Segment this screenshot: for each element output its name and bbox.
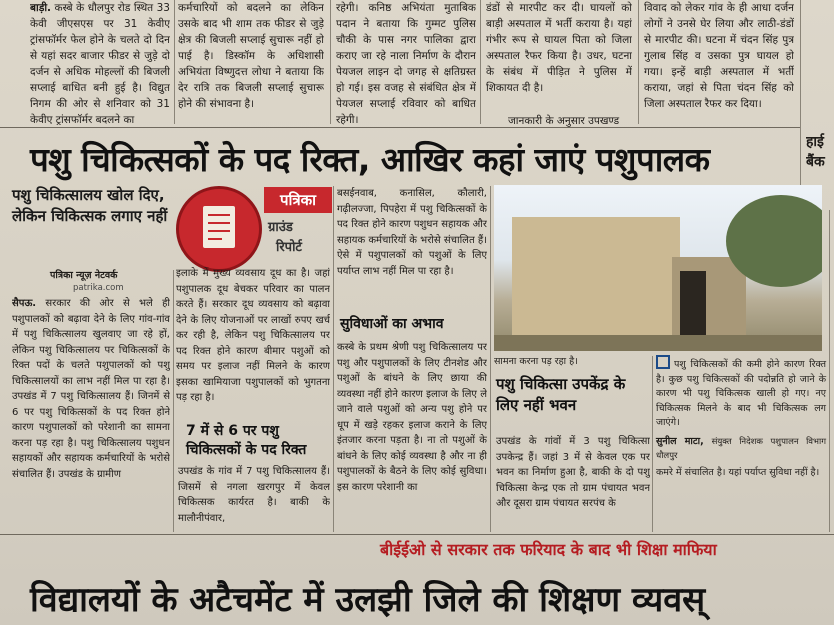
article-col-4-text: उपखंड के गांवों में 3 पशु चिकित्सा उपकेन्द्र हैं। जहां 3 में से केवल एक पर भवन का निर्माण हुआ है, बाकी के दो पशु चिकित्सा केन्द्र एक तो ग्राम पंचायत भवन और दूसरा ग्राम पंचायत सरपंच के	[496, 436, 650, 509]
top-article-col-1	[30, 0, 170, 125]
top-col-4-tail: जानकारी के अनुसार उपखण्ड	[508, 115, 620, 127]
section-divider	[0, 534, 834, 535]
top-article-col-2	[178, 0, 324, 125]
statement-text: पशु चिकित्सकों की कमी होने कारण रिक्त है। कुछ पशु चिकित्सकों की पदोन्नति हो जाने के कारण भी पशु चिकित्सक खाली हो गए। नए चिकित्सक मिलने के बाद भी चिकित्सक लग जाएंगे।	[656, 359, 826, 428]
document-icon	[203, 206, 235, 248]
quote-marker-icon	[656, 355, 670, 369]
photo-door	[680, 271, 706, 335]
article-col-1-text: सरकार की ओर से भले ही पशुपालकों को बढ़ावा देने के लिए गांव-गांव में पशु चिकित्सालय खुलवाए जा रहे हों, लेकिन पशु चिकित्सालय पर चिकित्सकों के रिक्त पदों के चलते पशुपालकों को पशु चिकित्सालयों का लाभ नहीं मिल पा रहा है। उपखंड में 7 पशु चिकित्सालय हैं। जिनमें से 6 पर पशु चिकित्सकों के पद रिक्त होने कारण पशुपालकों को परेशानी का सामना करना पड़ रहा है। पशु चिकित्सालय पशुधन सहायकों और सहायक कर्मचारियों के भरोसे संचालित हैं। उपखंड के ग्रामीण	[12, 298, 170, 480]
badge-brand: पत्रिका	[264, 187, 332, 213]
top-col-1-text: कस्बे के धौलपुर रोड स्थित 33 केवी जीएसएस पर 31 केवीए ट्रांसफॉर्मर फेल होने के चलते दो दिन से यहां सदर बाजार फीडर से जुड़े दो दर्जन से अधिक मोहल्लों की बिजली सप्लाई बाधित बनी हुई है। विद्युत निगम की ओर से शनिवार को 31 केवीए ट्रांसफॉर्मर बदलने का	[30, 2, 170, 125]
col-3-subhead: सुविधाओं का अभाव	[340, 316, 444, 332]
column-divider	[480, 0, 481, 124]
column-divider	[330, 0, 331, 124]
article-col-3	[337, 186, 487, 310]
top-article-col-4	[486, 0, 632, 106]
column-divider	[333, 186, 334, 532]
top-article-col-5	[644, 0, 794, 125]
report-circle-icon	[176, 186, 262, 272]
article-col-1	[12, 296, 170, 532]
photo-building	[512, 217, 680, 335]
article-col-4	[496, 434, 650, 532]
top-col-2-text: कर्मचारियों को बदलने का लेकिन उसके बाद भी शाम तक फीडर से जुड़े क्षेत्र की बिजली सप्लाई सुचारू नहीं हो पाई है। डिस्कॉम के अधिशासी अभियंता विष्णुदत्त लोधा ने बताया कि देर रात्रि तक बिजली सप्लाई सुचारू होने की संभावना है।	[178, 2, 324, 110]
column-divider	[638, 0, 639, 124]
top-col-3-text: रहेगी। कनिष्ठ अभियंता मुताबिक पदान ने बताया कि गुम्मट पुलिस चौकी के पास नगर पालिका द्वारा कराए जा रहे नाला निर्माण के दौरान पेयजल लाइन दो जगह से क्षतिग्रस्त हो गई। इस वजह से संबंधित क्षेत्र में पेयजल सप्लाई रविवार को बाधित रहेगी।	[336, 2, 476, 125]
col-2-subhead: 7 में से 6 पर पशु चिकित्सकों के पद रिक्त	[186, 423, 307, 458]
article-col-2-tail-text: उपखंड के गांव में 7 पशु चिकित्सालय हैं। जिसमें से नगला खरगपुर में केवल चिकित्सक कार्यरत है। बाकी के मालौनीपंवार,	[178, 466, 330, 524]
statement-author: सुनील माटा,	[656, 435, 704, 447]
top-col-4-text: डंडों से मारपीट कर दी। घायलों को बाड़ी अस्पताल में भर्ती कराया है। यहां गंभीर रूप से घायल पिता को जिला अस्पताल रैफर किया है। उधर, घटना के संबंध में पीड़ित ने पुलिस में शिकायत दी है।	[486, 2, 632, 94]
badge-line-2: रिपोर्ट	[276, 240, 302, 255]
right-edge-fragment: हाई बैंक	[806, 134, 825, 170]
article-col-3-text: बसईनवाब, कनासिल, कौलारी, गढ़ीलज्जा, पिपहेरा में पशु चिकित्सकों के पद रिक्त होने कारण पशुधन सहायक और सहायक कर्मचारियों के भरोसे संचालित हैं। ऐसे में पशुपालकों को पशुओं के लिए पर्याप्त लाभ नहीं मिल पा रहा है।	[337, 188, 487, 277]
section-divider	[0, 127, 800, 128]
column-divider	[652, 356, 653, 532]
statement-tail: कमरे में संचालित है। यहां पर्याप्त सुविधा नहीं है।	[656, 466, 820, 478]
ground-report-badge	[176, 183, 334, 265]
statement-role: संयुक्त निदेशक पशुपालन विभाग धौलपुर	[656, 436, 827, 461]
article-col-3-tail-text: कस्बे के प्रथम श्रेणी पशु चिकित्सालय पर पशु और पशुपालकों के लिए टीनशेड और पशुओं के बांधने के लिए छाया की व्यवस्था नहीं होने कारण इलाज के लिए ले जाने वाले पशुओं को अन्य पशु होने पर धूप में खड़े रहकर इलाज कराने के लिए इंतजार करना पड़ता है। ना तो पशुओं के बांधने के लिए कोई व्यवस्था है और ना ही पशुपालकों के बैठने के लिए कोई सुविधा। इस कारण परेशानी का	[337, 342, 487, 493]
red-strip-headline: बीईईओ से सरकार तक फरियाद के बाद भी शिक्षा माफिया	[380, 540, 717, 559]
article-dateline: सैपऊ.	[12, 298, 37, 309]
official-statement-box	[656, 355, 826, 531]
article-col-3-tail	[337, 340, 487, 532]
top-article-col-3	[336, 0, 476, 125]
credit-name: पत्रिका न्यूज़ नेटवर्क	[50, 270, 118, 281]
hospital-building-photo	[494, 185, 822, 351]
sub-headline: पशु चिकित्सालय खोल दिए, लेकिन चिकित्सक लगाए नहीं	[12, 186, 168, 225]
article-col-2	[176, 266, 330, 418]
column-divider	[173, 270, 174, 532]
top-dateline: बाड़ी.	[30, 2, 52, 14]
credit-site: patrika.com	[73, 283, 124, 293]
main-headline: पशु चिकित्सकों के पद रिक्त, आखिर कहां जाएं पशुपालक	[30, 140, 710, 179]
badge-line-1: ग्राउंड	[268, 220, 293, 235]
photo-ground	[494, 335, 822, 351]
column-divider	[829, 210, 830, 532]
col-4-subhead: पशु चिकित्सा उपकेंद्र के लिए नहीं भवन	[496, 375, 626, 414]
bottom-headline: विद्यालयों के अटैचमेंट में उलझी जिले की शिक्षण व्यवस्	[30, 580, 706, 620]
top-col-5-text: विवाद को लेकर गांव के ही आधा दर्जन लोगों ने उनसे घेर लिया और लाठी-डंडों से मारपीट की। घटना में चंदन सिंह पुत्र गुलाब सिंह व उसका पुत्र घायल हो गया। इन्हें बाड़ी अस्पताल में भर्ती कराया, जहां से पिता चंदन सिंह को जिला अस्पताल रैफर कर दिया।	[644, 2, 794, 110]
article-col-2-text: इलाके में मुख्य व्यवसाय दूध का है। जहां पशुपालक दूध बेचकर परिवार का पालन करते हैं। सरकार दूध व्यवसाय को बढ़ावा देने के लिए योजनाओं पर लाखों रुपए खर्च कर रही है, लेकिन पशु चिकित्सालय पर पद रिक्त होने कारण बीमार पशुओं को समय पर इलाज नहीं मिलने के कारण इसका खामियाजा पशुपालकों को भुगतना पड़ रहा है।	[176, 268, 330, 403]
photo-caption: सामना करना पड़ रहा है।	[494, 356, 578, 367]
article-col-2-tail	[178, 464, 330, 532]
column-divider	[174, 0, 175, 124]
column-divider	[490, 186, 491, 532]
